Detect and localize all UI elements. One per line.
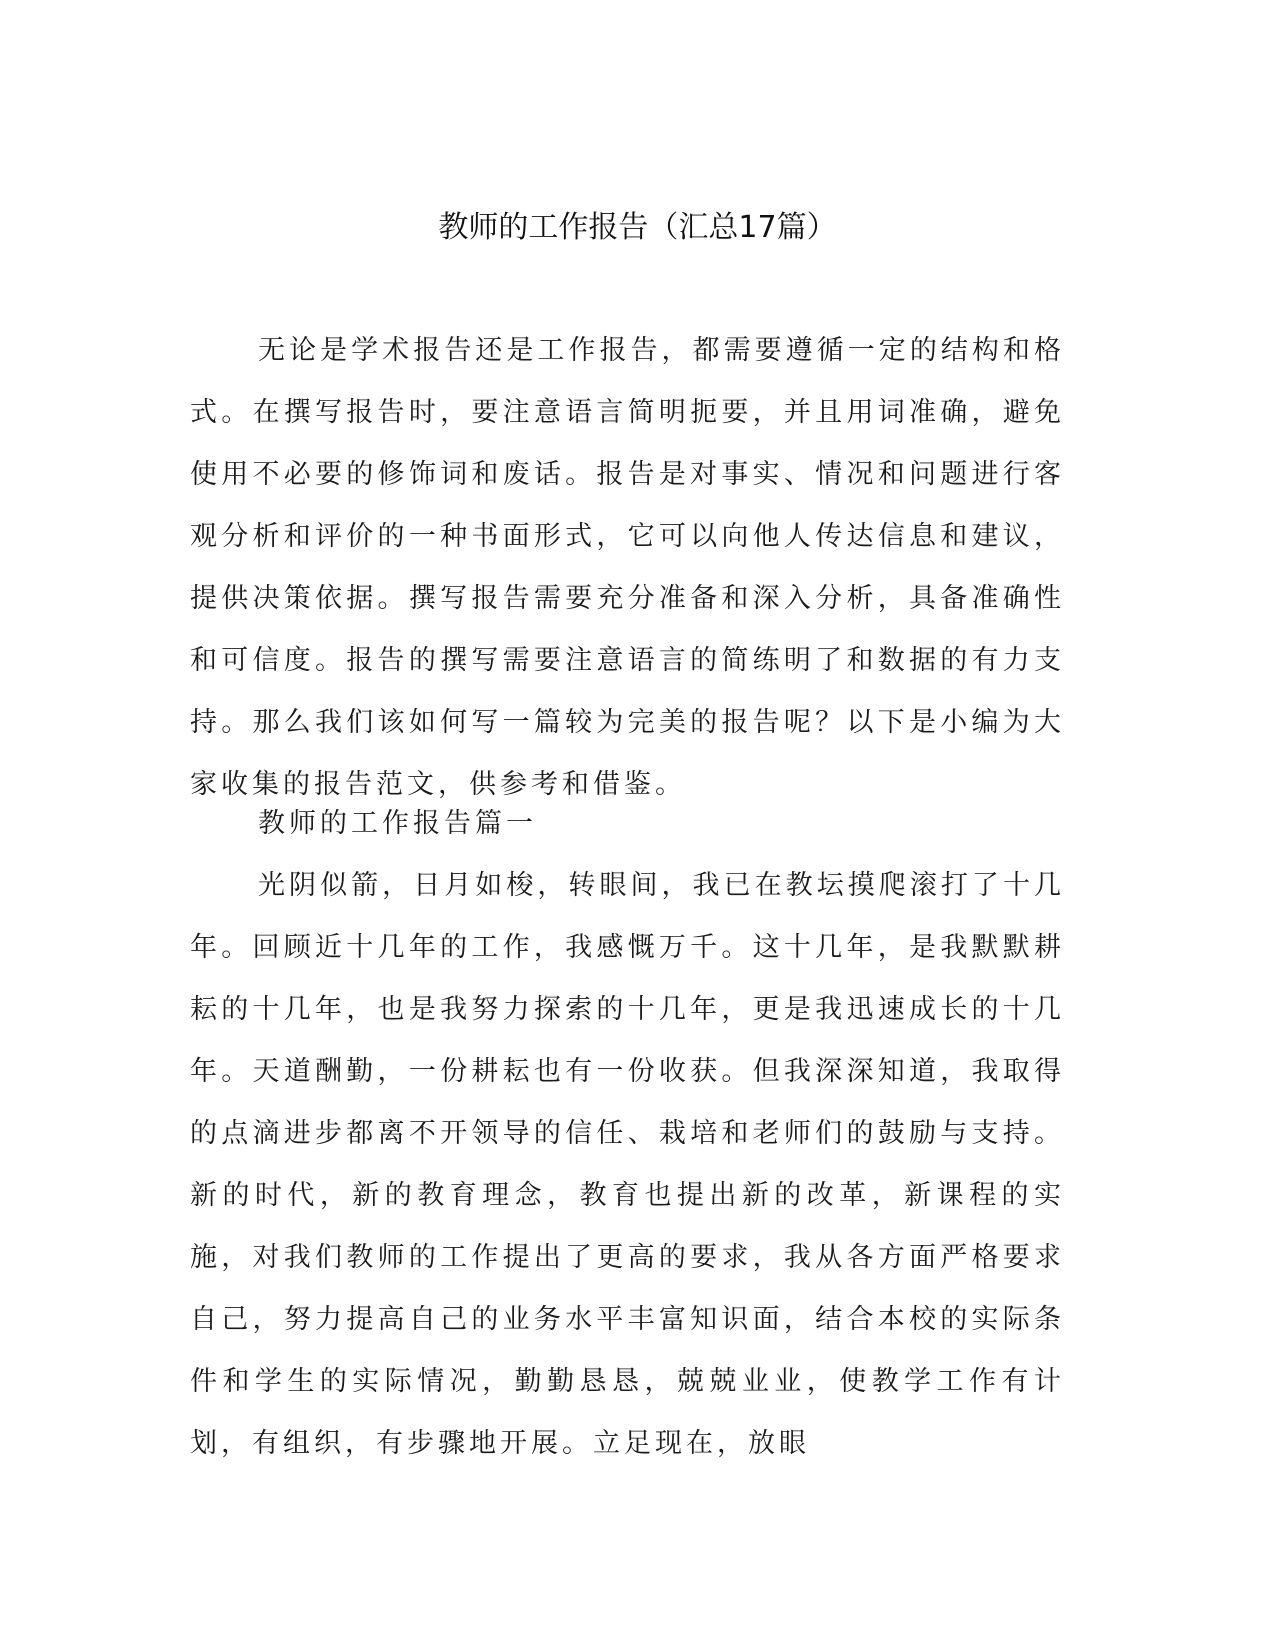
section-1-heading-block xyxy=(190,793,1065,855)
intro-paragraph: 无论是学术报告还是工作报告，都需要遵循一定的结构和格式。在撰写报告时，要注意语言简明扼要，并且用词准确，避免使用不必要的修饰词和废话。报告是对事实、情况和问题进行客观分析和评价的一种书面形式，它可以向他人传达信息和建议，提供决策依据。撰写报告需要充分准备和深入分析，具备准确性和可信度。报告的撰写需要注意语言的简练明了和数据的有力支持。那么我们该如何写一篇较为完美的报告呢？以下是小编为大家收集的报告范文，供参考和借鉴。 xyxy=(190,335,1065,800)
intro-section xyxy=(190,320,1065,816)
section-1-body xyxy=(190,855,1065,1475)
document-title: 教师的工作报告（汇总17篇） xyxy=(438,210,837,245)
section-1-heading: 教师的工作报告篇一 xyxy=(258,808,537,839)
section-1-paragraph: 光阴似箭，日月如梭，转眼间，我已在教坛摸爬滚打了十几年。回顾近十几年的工作，我感慨万千。这十几年，是我默默耕耘的十几年，也是我努力探索的十几年，更是我迅速成长的十几年。天道酬勤，一份耕耘也有一份收获。但我深深知道，我取得的点滴进步都离不开领导的信任、栽培和老师们的鼓励与支持。新的时代，新的教育理念，教育也提出新的改革，新课程的实施，对我们教师的工作提出了更高的要求，我从各方面严格要求自己，努力提高自己的业务水平丰富知识面，结合本校的实际条件和学生的实际情况，勤勤恳恳，兢兢业业，使教学工作有计划，有组织，有步骤地开展。立足现在，放眼 xyxy=(190,870,1065,1459)
